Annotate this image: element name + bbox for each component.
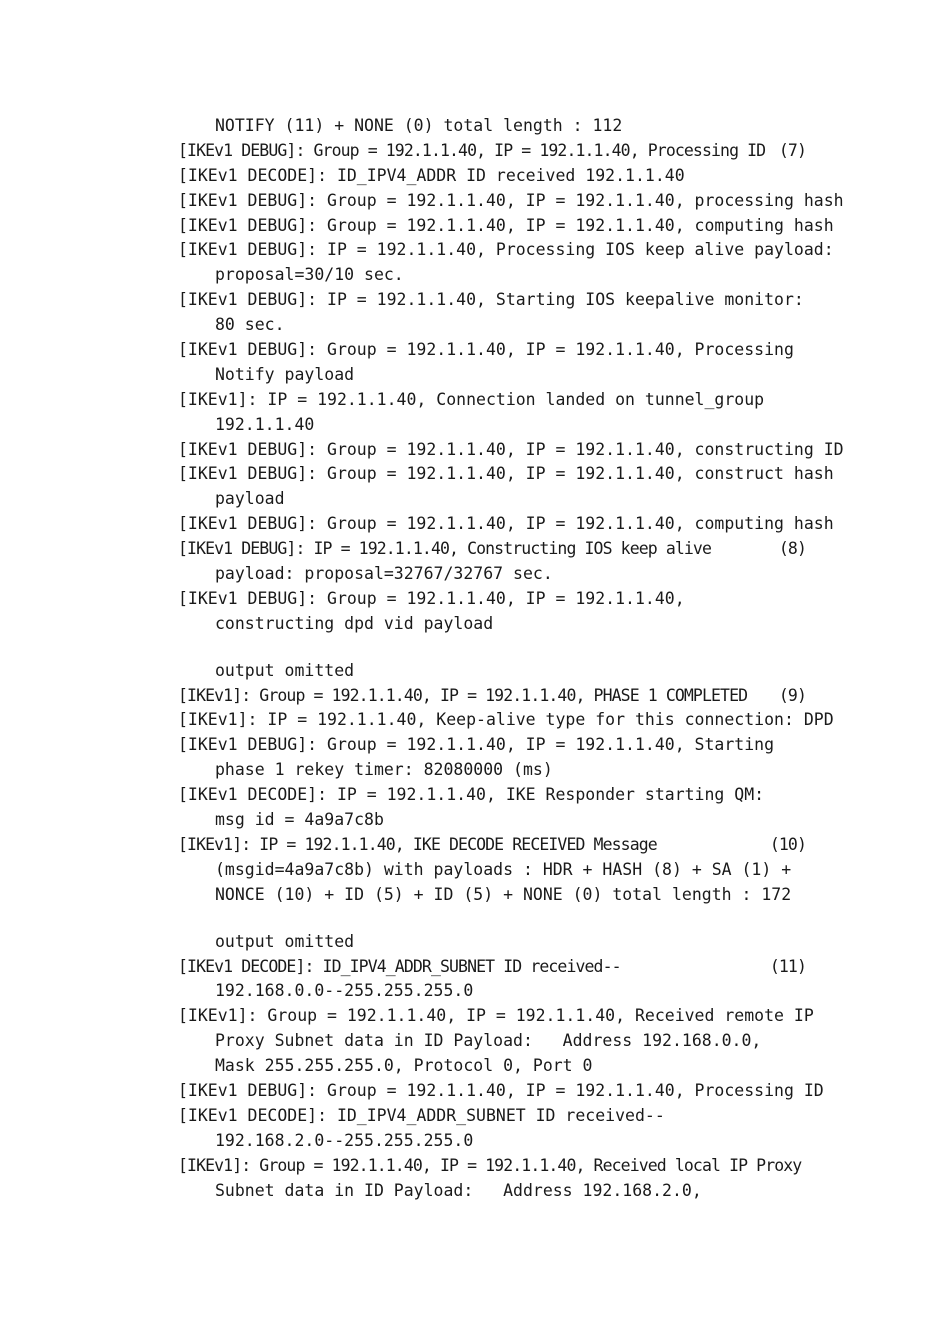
log-line xyxy=(178,733,810,758)
log-line-text: [IKEv1 DECODE]: IP = 192.1.1.40, IKE Responder starting QM: xyxy=(178,785,765,805)
log-line-text: phase 1 rekey timer: 82080000 (ms) xyxy=(215,760,553,780)
log-line xyxy=(178,783,810,808)
blank-line xyxy=(178,908,810,930)
log-line-text: [IKEv1 DECODE]: ID_IPV4_ADDR_SUBNET ID received-- xyxy=(178,956,621,976)
log-continuation-line xyxy=(178,758,810,783)
log-line xyxy=(178,512,834,537)
log-line xyxy=(178,139,810,164)
log-line-text: [IKEv1 DEBUG]: IP = 192.1.1.40, Processing IOS keep alive payload: xyxy=(178,240,834,260)
log-line-text: payload: proposal=32767/32767 sec. xyxy=(215,564,553,584)
log-continuation-line xyxy=(178,114,810,139)
log-line-text: [IKEv1 DEBUG]: Group = 192.1.1.40, IP = 192.1.1.40, computing hash xyxy=(178,215,834,235)
log-line-text: [IKEv1 DEBUG]: Group = 192.1.1.40, IP = 192.1.1.40, computing hash xyxy=(178,514,834,534)
log-continuation-line xyxy=(178,1179,810,1204)
log-line xyxy=(178,833,810,858)
log-continuation-line xyxy=(178,363,810,388)
log-continuation-line xyxy=(178,612,810,637)
log-line-text: [IKEv1 DEBUG]: IP = 192.1.1.40, Starting IOS keepalive monitor: xyxy=(178,290,804,310)
log-line xyxy=(178,1154,810,1179)
log-line-text: output omitted xyxy=(215,931,355,951)
log-line-text: [IKEv1 DEBUG]: Group = 192.1.1.40, IP = 192.1.1.40, constructing ID xyxy=(178,439,844,459)
log-line-text: (msgid=4a9a7c8b) with payloads : HDR + HASH (8) + SA (1) + xyxy=(215,859,792,879)
reference-marker: (10) xyxy=(769,834,806,854)
log-continuation-line xyxy=(178,263,810,288)
log-line xyxy=(178,1104,810,1129)
log-line xyxy=(178,537,810,562)
log-line-text: payload xyxy=(215,489,285,509)
log-line xyxy=(178,1079,824,1104)
log-line-text: [IKEv1 DEBUG]: Group = 192.1.1.40, IP = 192.1.1.40, Processing ID xyxy=(178,140,766,160)
log-continuation-line xyxy=(178,313,810,338)
log-line xyxy=(178,214,834,239)
log-line-text: [IKEv1]: Group = 192.1.1.40, IP = 192.1.1.40, Received local IP Proxy xyxy=(178,1155,802,1175)
log-line-text: [IKEv1]: IP = 192.1.1.40, Keep-alive type for this connection: DPD xyxy=(178,710,834,730)
log-line-text: Notify payload xyxy=(215,364,355,384)
log-line-text: [IKEv1]: Group = 192.1.1.40, IP = 192.1.1.40, PHASE 1 COMPLETED xyxy=(178,685,748,705)
log-continuation-line xyxy=(178,1054,810,1079)
reference-marker: (8) xyxy=(778,539,806,559)
log-line xyxy=(178,238,834,263)
log-continuation-line xyxy=(178,413,810,438)
blank-line xyxy=(178,637,810,659)
log-line xyxy=(178,288,810,313)
log-line-text: Subnet data in ID Payload: Address 192.168.2.0, xyxy=(215,1180,702,1200)
reference-marker: (11) xyxy=(769,956,806,976)
log-line-text: [IKEv1 DECODE]: ID_IPV4_ADDR ID received 192.1.1.40 xyxy=(178,165,685,185)
log-line-text: output omitted xyxy=(215,660,355,680)
log-line xyxy=(178,1004,814,1029)
log-line-text: [IKEv1 DEBUG]: Group = 192.1.1.40, IP = 192.1.1.40, construct hash xyxy=(178,464,834,484)
log-line xyxy=(178,338,810,363)
reference-marker: (7) xyxy=(778,140,806,160)
log-continuation-line xyxy=(178,487,810,512)
log-line-text: 192.1.1.40 xyxy=(215,414,315,434)
log-line-text: [IKEv1]: IP = 192.1.1.40, IKE DECODE RECEIVED Message xyxy=(178,834,657,854)
log-continuation-line xyxy=(178,858,810,883)
log-line-text: constructing dpd vid payload xyxy=(215,613,494,633)
log-continuation-line xyxy=(178,1129,810,1154)
log-line xyxy=(178,388,810,413)
log-continuation-line xyxy=(178,1029,810,1054)
log-line-text: [IKEv1]: Group = 192.1.1.40, IP = 192.1.1.40, Received remote IP xyxy=(178,1006,814,1026)
log-line-text: [IKEv1 DEBUG]: Group = 192.1.1.40, IP = 192.1.1.40, Processing ID xyxy=(178,1080,824,1100)
log-line xyxy=(178,708,834,733)
debug-log-listing xyxy=(178,114,844,1203)
log-line xyxy=(178,164,810,189)
log-continuation-line xyxy=(178,883,810,908)
log-line xyxy=(178,955,810,980)
log-continuation-line xyxy=(178,808,810,833)
log-line-text: NOTIFY (11) + NONE (0) total length : 112 xyxy=(215,116,623,135)
log-continuation-line xyxy=(178,659,810,684)
log-line-text: [IKEv1 DEBUG]: Group = 192.1.1.40, IP = 192.1.1.40, processing hash xyxy=(178,190,844,210)
log-line-text: [IKEv1 DEBUG]: Group = 192.1.1.40, IP = 192.1.1.40, Processing xyxy=(178,340,794,360)
log-continuation-line xyxy=(178,562,810,587)
log-line xyxy=(178,189,844,214)
log-line-text: 80 sec. xyxy=(215,315,285,335)
log-line-text: [IKEv1]: IP = 192.1.1.40, Connection landed on tunnel_group xyxy=(178,389,765,409)
log-continuation-line xyxy=(178,979,810,1004)
log-line-text: 192.168.2.0--255.255.255.0 xyxy=(215,1130,474,1150)
reference-marker: (9) xyxy=(778,685,806,705)
log-line xyxy=(178,438,844,463)
log-line-text: [IKEv1 DEBUG]: Group = 192.1.1.40, IP = 192.1.1.40, Starting xyxy=(178,735,775,755)
log-continuation-line xyxy=(178,930,810,955)
log-line-text: proposal=30/10 sec. xyxy=(215,265,404,285)
log-line-text: [IKEv1 DEBUG]: IP = 192.1.1.40, Constructing IOS keep alive xyxy=(178,539,711,559)
log-line-text: [IKEv1 DECODE]: ID_IPV4_ADDR_SUBNET ID received-- xyxy=(178,1105,665,1125)
log-line xyxy=(178,462,834,487)
log-line xyxy=(178,587,810,612)
log-line-text: 192.168.0.0--255.255.255.0 xyxy=(215,981,474,1001)
log-line-text: Proxy Subnet data in ID Payload: Address 192.168.0.0, xyxy=(215,1031,762,1051)
log-line-text: [IKEv1 DEBUG]: Group = 192.1.1.40, IP = 192.1.1.40, xyxy=(178,588,685,608)
log-line-text: NONCE (10) + ID (5) + ID (5) + NONE (0) total length : 172 xyxy=(215,884,792,904)
log-line-text: msg id = 4a9a7c8b xyxy=(215,810,384,830)
log-line-text: Mask 255.255.255.0, Protocol 0, Port 0 xyxy=(215,1056,593,1076)
log-line xyxy=(178,684,810,709)
